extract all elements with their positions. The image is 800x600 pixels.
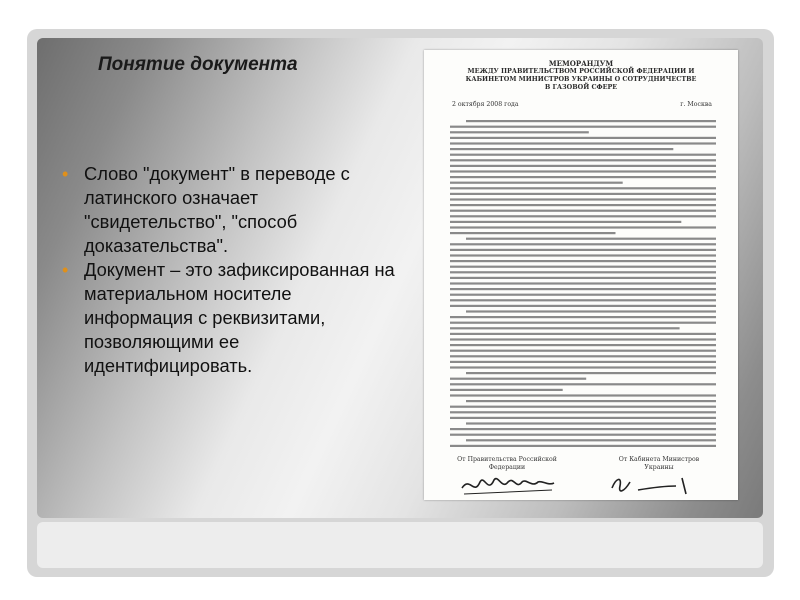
doc-text-line <box>450 383 716 385</box>
doc-text-line <box>450 266 716 268</box>
doc-text-line <box>450 170 716 172</box>
doc-text-line <box>450 187 716 189</box>
bullet-item <box>62 162 397 258</box>
bullet-text: Документ – это зафиксированная на материальном носителе информация с реквизитами, позволяющими ее идентифицировать. <box>84 259 395 376</box>
doc-place: г. Москва <box>680 101 712 108</box>
doc-text-line <box>450 260 716 262</box>
doc-text-line <box>450 294 716 296</box>
doc-text-line <box>450 176 716 178</box>
doc-text-line <box>450 366 716 368</box>
doc-text-line <box>450 288 716 290</box>
doc-text-line <box>450 344 716 346</box>
doc-text-line <box>450 389 563 391</box>
doc-text-line <box>450 221 681 223</box>
doc-text-line <box>450 226 716 228</box>
doc-text-line <box>450 210 716 212</box>
document-scan-image <box>424 50 738 500</box>
doc-text-line <box>450 305 716 307</box>
doc-text-line <box>450 434 716 436</box>
doc-text-line <box>466 238 716 240</box>
doc-text-line <box>450 182 623 184</box>
doc-heading-line: КАБИНЕТОМ МИНИСТРОВ УКРАИНЫ О СОТРУДНИЧЕСТВЕ <box>465 75 697 83</box>
doc-text-line <box>450 215 716 217</box>
doc-text-line <box>450 165 716 167</box>
doc-signatory-right: От Кабинета Министров Украины <box>618 456 700 471</box>
doc-text-line <box>450 277 716 279</box>
bullet-text: Слово "документ" в переводе с латинского означает "свидетельство", "способ доказательства". <box>84 163 350 256</box>
doc-text-line <box>450 333 716 335</box>
doc-text-line <box>450 327 680 329</box>
signature-left <box>462 479 554 488</box>
bullet-item <box>62 258 397 378</box>
doc-text-line <box>450 193 716 195</box>
doc-signatory-left: От Правительства Российской Федерации <box>457 456 557 471</box>
doc-text-line <box>450 232 616 234</box>
doc-text-line <box>450 417 716 419</box>
doc-text-line <box>450 198 716 200</box>
doc-text-line <box>450 282 716 284</box>
doc-text-line <box>450 142 716 144</box>
bullet-marker-icon: • <box>62 260 69 280</box>
doc-body-text-lines <box>424 50 738 500</box>
doc-text-line <box>450 249 716 251</box>
bullet-list <box>62 162 397 378</box>
doc-text-line <box>466 310 716 312</box>
doc-text-line <box>450 148 673 150</box>
doc-text-line <box>450 316 716 318</box>
doc-text-line <box>450 361 716 363</box>
signature-right <box>612 478 686 494</box>
doc-heading-line: МЕМОРАНДУМ <box>548 59 614 68</box>
doc-text-line <box>466 439 716 441</box>
doc-text-line <box>450 204 716 206</box>
doc-text-line <box>450 126 716 128</box>
doc-heading-line: В ГАЗОВОЙ СФЕРЕ <box>544 83 618 91</box>
doc-text-line <box>450 428 716 430</box>
doc-text-line <box>450 406 716 408</box>
doc-text-line <box>450 254 716 256</box>
doc-text-line <box>466 372 716 374</box>
doc-text-line <box>450 350 716 352</box>
slide-title: Понятие документа <box>98 54 298 75</box>
doc-text-line <box>450 137 716 139</box>
doc-date: 2 октября 2008 года <box>452 101 519 108</box>
doc-text-line <box>450 338 716 340</box>
doc-text-line <box>450 154 716 156</box>
doc-text-line <box>450 322 716 324</box>
doc-text-line <box>450 411 716 413</box>
doc-text-line <box>466 422 716 424</box>
doc-text-line <box>466 120 716 122</box>
doc-text-line <box>450 299 716 301</box>
doc-text-line <box>450 159 716 161</box>
doc-text-line <box>450 271 716 273</box>
doc-text-line <box>450 394 716 396</box>
doc-text-line <box>450 445 716 447</box>
doc-text-line <box>450 355 716 357</box>
doc-text-line <box>450 243 716 245</box>
slide-footer-bar <box>37 522 763 568</box>
doc-text-line <box>450 378 586 380</box>
doc-text-line <box>450 131 589 133</box>
doc-text-line <box>466 400 716 402</box>
bullet-marker-icon: • <box>62 164 69 184</box>
doc-heading-line: МЕЖДУ ПРАВИТЕЛЬСТВОМ РОССИЙСКОЙ ФЕДЕРАЦИИ И <box>467 67 695 75</box>
